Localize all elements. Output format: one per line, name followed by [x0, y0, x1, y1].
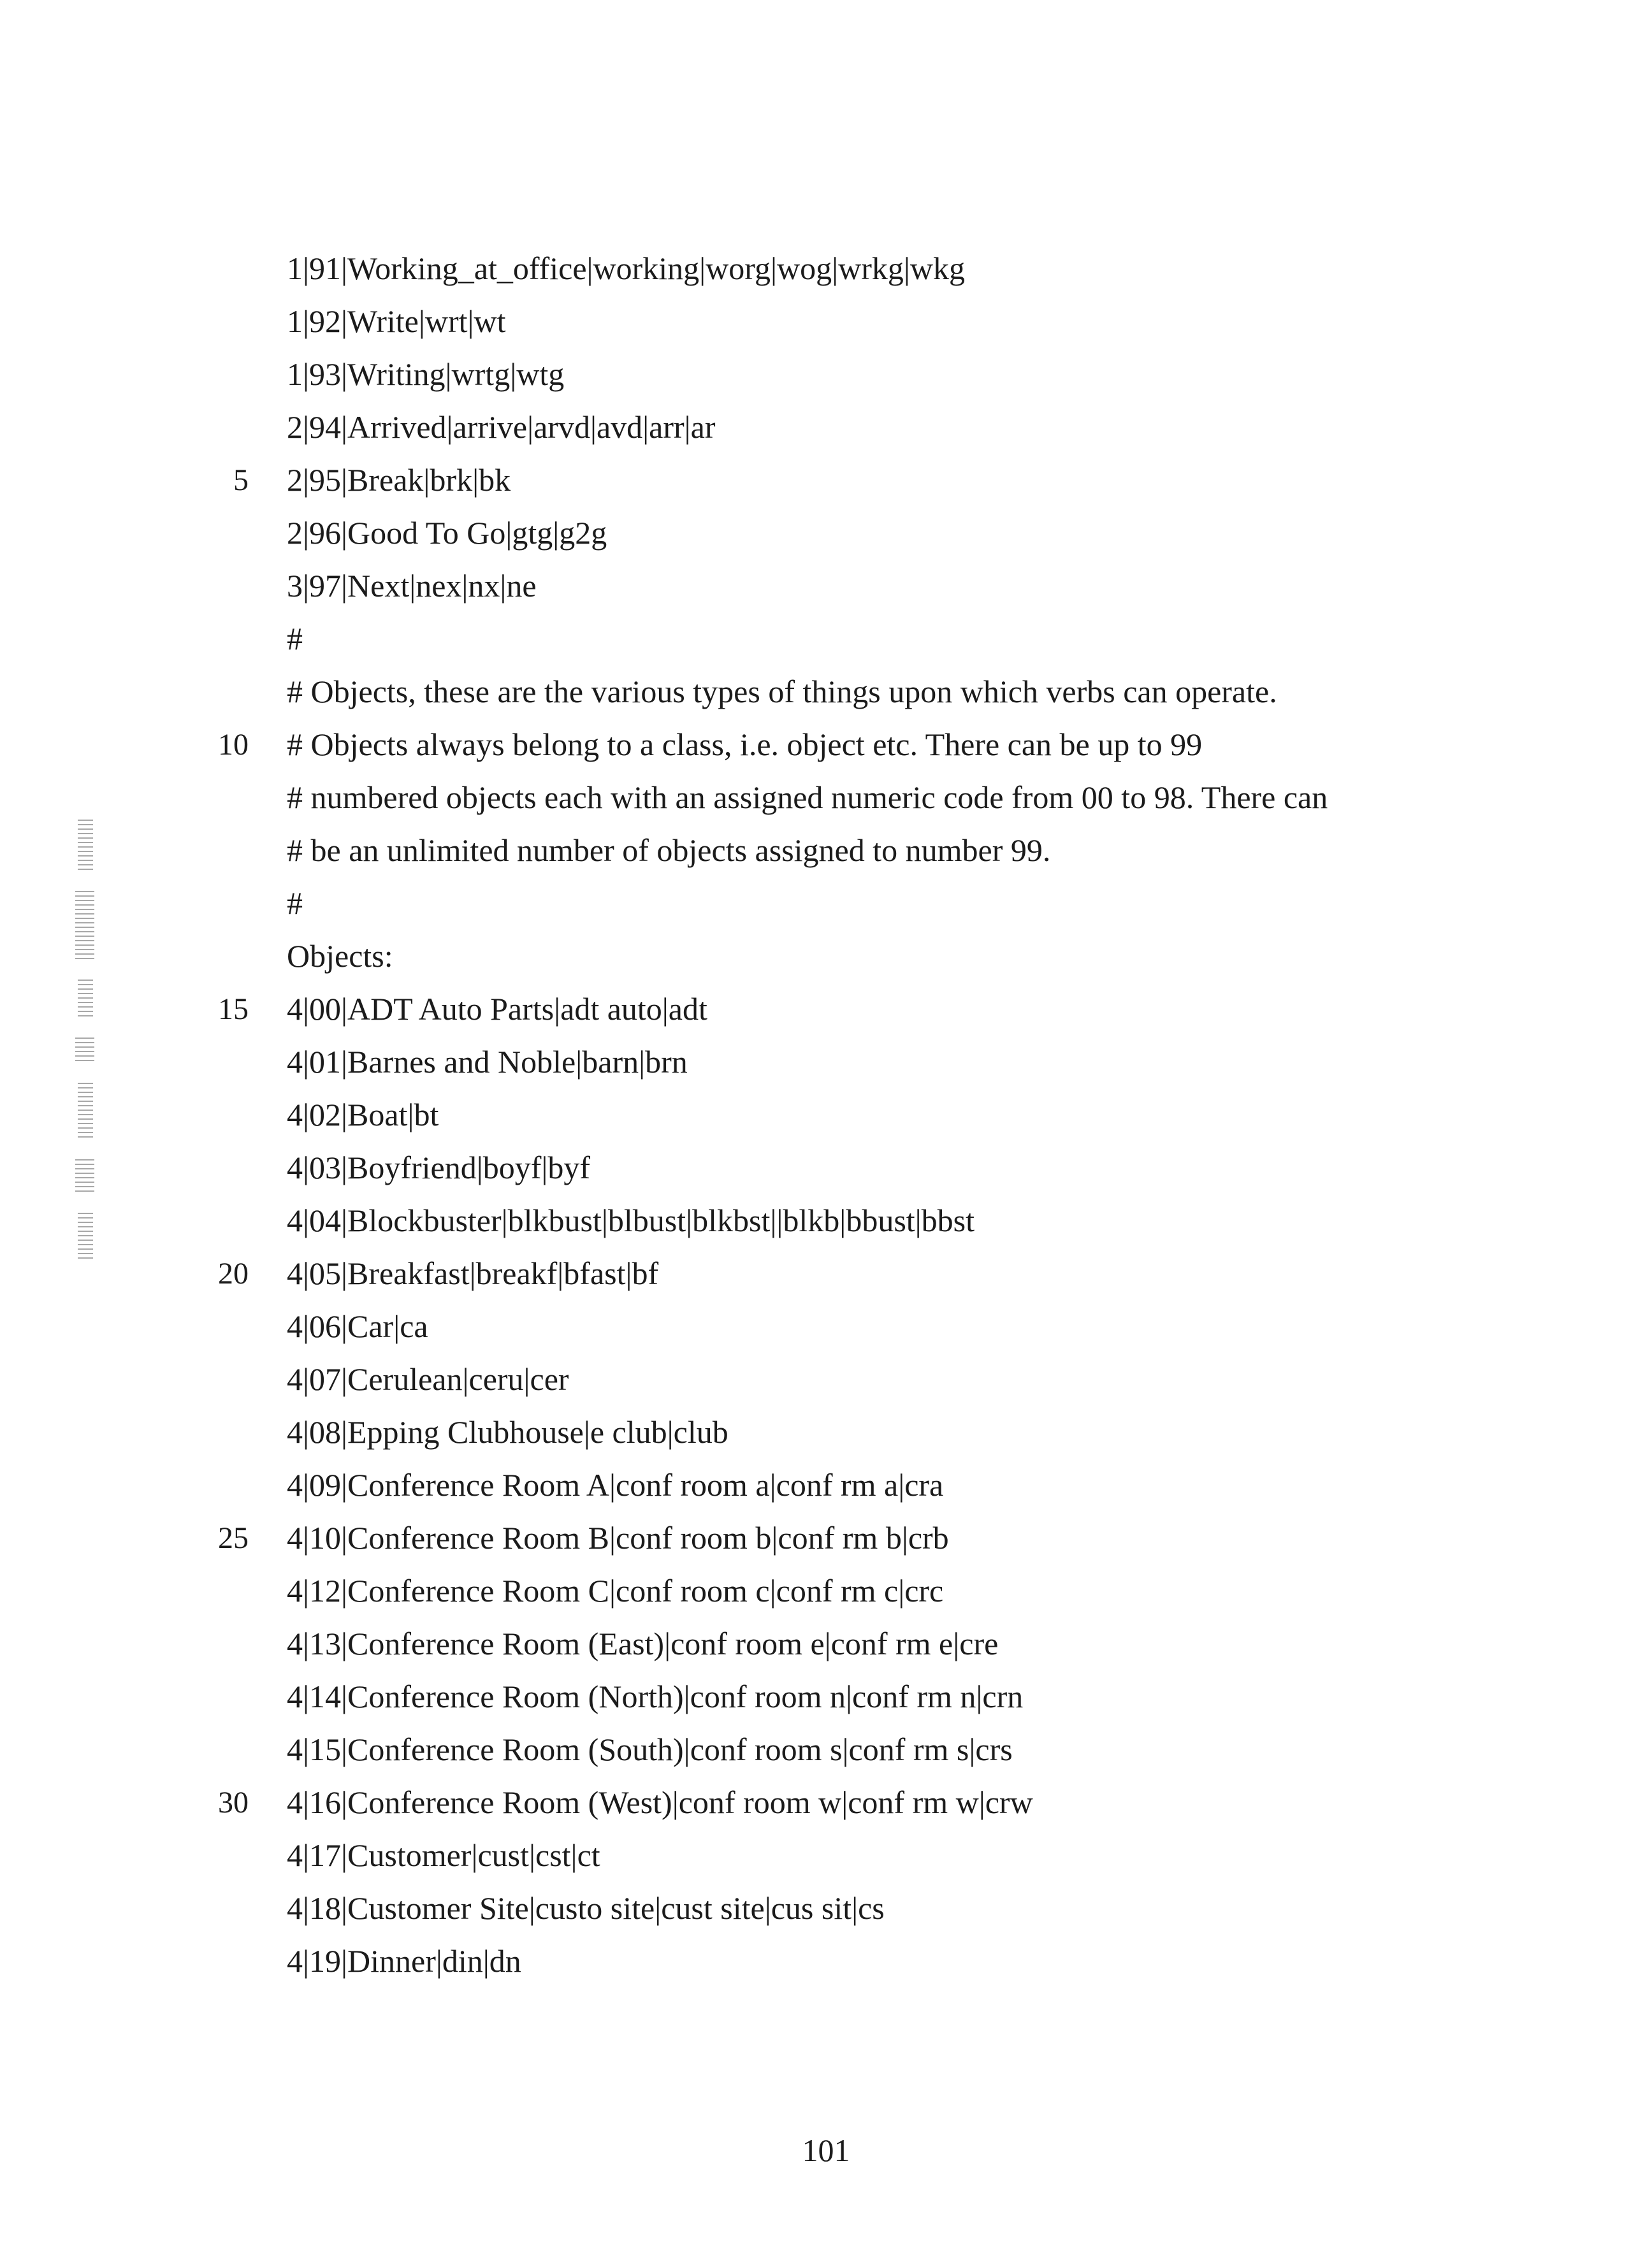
- code-line: [218, 983, 1498, 1036]
- line-number: 5: [233, 463, 249, 497]
- line-text: 4|05|Breakfast|breakf|bfast|bf: [287, 1255, 659, 1291]
- line-text: 4|09|Conference Room A|conf room a|conf rm a|cra: [287, 1467, 944, 1503]
- line-text: 4|14|Conference Room (North)|conf room n|conf rm n|crn: [287, 1679, 1024, 1714]
- code-line: [287, 1882, 1498, 1935]
- margin-stamp-segment: [75, 1036, 94, 1061]
- line-number: 20: [218, 1257, 249, 1291]
- code-line: [287, 930, 1498, 983]
- line-text: # Objects always belong to a class, i.e. object etc. There can be up to 99: [287, 727, 1203, 762]
- line-text: 4|01|Barnes and Noble|barn|brn: [287, 1044, 688, 1080]
- code-line: [218, 1247, 1498, 1300]
- page-number: 101: [802, 2132, 850, 2168]
- code-line: [218, 1512, 1498, 1565]
- code-line: [287, 1036, 1498, 1088]
- code-line: [287, 1459, 1498, 1512]
- code-line: [287, 1670, 1498, 1723]
- line-text: 4|00|ADT Auto Parts|adt auto|adt: [287, 991, 707, 1027]
- code-line: [287, 877, 1498, 930]
- code-line: [287, 1935, 1498, 1988]
- code-line: [287, 1617, 1498, 1670]
- margin-stamp-segment: [75, 1157, 94, 1192]
- line-text: 4|08|Epping Clubhouse|e club|club: [287, 1414, 728, 1450]
- line-text: 4|04|Blockbuster|blkbust|blbust|blkbst||blkb|bbust|bbst: [287, 1203, 975, 1238]
- code-line: [287, 1194, 1498, 1247]
- margin-stamp: [75, 819, 102, 1316]
- code-line: [287, 242, 1498, 295]
- code-line: [287, 348, 1498, 401]
- code-line: [287, 560, 1498, 612]
- line-text: 4|07|Cerulean|ceru|cer: [287, 1361, 569, 1397]
- line-text: Objects:: [287, 938, 393, 974]
- line-text: 1|91|Working_at_office|working|worg|wog|wrkg|wkg: [287, 250, 966, 286]
- line-text: # numbered objects each with an assigned numeric code from 00 to 98. There can: [287, 779, 1328, 815]
- line-text: 4|06|Car|ca: [287, 1308, 428, 1344]
- line-number: 10: [218, 728, 249, 762]
- line-text: 4|10|Conference Room B|conf room b|conf rm b|crb: [287, 1520, 949, 1556]
- code-line: [287, 401, 1498, 454]
- code-line: [287, 824, 1498, 877]
- line-text: 2|96|Good To Go|gtg|g2g: [287, 515, 607, 551]
- line-text: 4|03|Boyfriend|boyf|byf: [287, 1150, 591, 1185]
- code-line: [287, 1829, 1498, 1882]
- code-line: [287, 1088, 1498, 1141]
- line-number: 25: [218, 1521, 249, 1555]
- line-text: #: [287, 621, 303, 656]
- code-line: [287, 1406, 1498, 1459]
- line-text: 4|15|Conference Room (South)|conf room s|conf rm s|crs: [287, 1732, 1013, 1767]
- line-text: 4|13|Conference Room (East)|conf room e|conf rm e|cre: [287, 1626, 999, 1661]
- line-text: # be an unlimited number of objects assigned to number 99.: [287, 832, 1051, 868]
- margin-stamp-segment: [78, 1080, 93, 1138]
- margin-stamp-segment: [78, 978, 93, 1016]
- line-text: 4|19|Dinner|din|dn: [287, 1943, 521, 1979]
- code-line: [233, 454, 1498, 507]
- line-text: 4|18|Customer Site|custo site|cust site|cus sit|cs: [287, 1890, 885, 1926]
- margin-stamp-segment: [75, 889, 94, 959]
- line-text: 4|02|Boat|bt: [287, 1097, 439, 1132]
- code-line: [218, 718, 1498, 771]
- code-line: [287, 665, 1498, 718]
- line-text: 1|92|Write|wrt|wt: [287, 303, 506, 339]
- code-line: [287, 1300, 1498, 1353]
- line-number: 15: [218, 992, 249, 1026]
- code-line: [218, 1776, 1498, 1829]
- line-text: 2|94|Arrived|arrive|arvd|avd|arr|ar: [287, 409, 716, 445]
- code-line: [287, 1353, 1498, 1406]
- line-text: 2|95|Break|brk|bk: [287, 462, 511, 498]
- margin-stamp-segment: [78, 819, 93, 870]
- code-line: [287, 1723, 1498, 1776]
- line-text: 1|93|Writing|wrtg|wtg: [287, 356, 565, 392]
- code-line: [287, 295, 1498, 348]
- line-text: #: [287, 885, 303, 921]
- line-text: 4|17|Customer|cust|cst|ct: [287, 1837, 600, 1873]
- line-text: 4|16|Conference Room (West)|conf room w|conf rm w|crw: [287, 1784, 1033, 1820]
- line-text: 4|12|Conference Room C|conf room c|conf rm c|crc: [287, 1573, 944, 1609]
- code-line: [287, 771, 1498, 824]
- code-line: [287, 612, 1498, 665]
- margin-stamp-segment: [78, 1211, 93, 1259]
- code-line: [287, 1141, 1498, 1194]
- code-line: [287, 507, 1498, 560]
- code-line: [287, 1565, 1498, 1617]
- line-number: 30: [218, 1786, 249, 1819]
- line-text: 3|97|Next|nex|nx|ne: [287, 568, 537, 604]
- line-text: # Objects, these are the various types of things upon which verbs can operate.: [287, 674, 1277, 709]
- code-listing: [218, 242, 1498, 1988]
